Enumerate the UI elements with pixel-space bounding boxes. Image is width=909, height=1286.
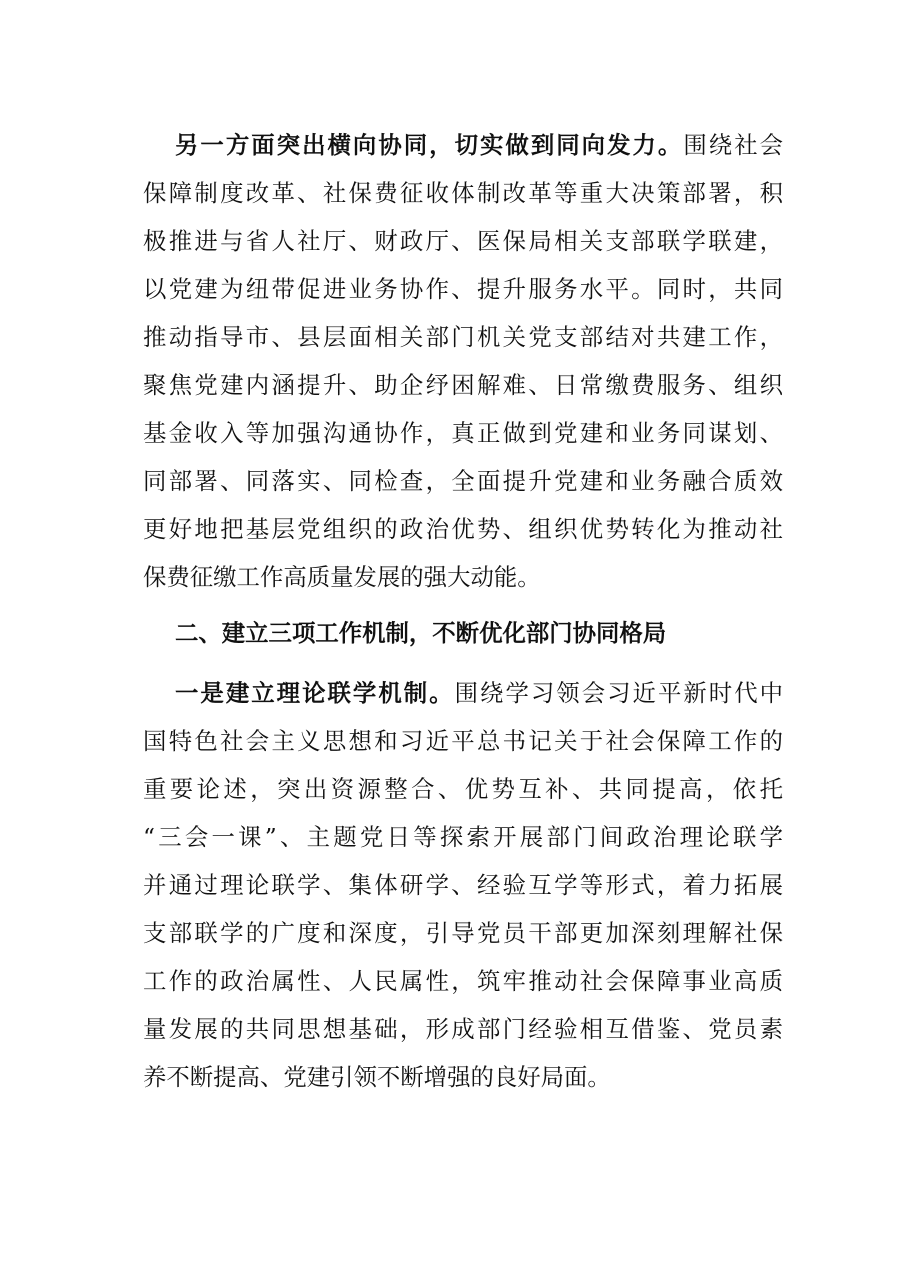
paragraph-1-line-3: 极推进与省人社厅、财政厅、医保局相关支部联学联建， [143, 227, 783, 255]
paragraph-1-line-2: 保障制度改革、社保费征收体制改革等重大决策部署，积 [143, 179, 783, 207]
paragraph-1-line-9: 更好地把基层党组织的政治优势、组织优势转化为推动社 [143, 515, 783, 543]
paragraph-2-line-6: 支部联学的广度和深度，引导党员干部更加深刻理解社保 [143, 919, 783, 947]
paragraph-1-line-8: 同部署、同落实、同检查，全面提升党建和业务融合质效 [143, 467, 783, 495]
paragraph-2-line-9: 养不断提高、党建引领不断增强的良好局面。 [143, 1063, 611, 1091]
paragraph-2-line-5: 并通过理论联学、集体研学、经验互学等形式，着力拓展 [143, 871, 783, 899]
paragraph-1-line-6: 聚焦党建内涵提升、助企纾困解难、日常缴费服务、组织 [143, 371, 783, 399]
paragraph-1-lead: 另一方面突出横向协同，切实做到同向发力。 [175, 131, 684, 159]
paragraph-2-line-2: 国特色社会主义思想和习近平总书记关于社会保障工作的 [143, 727, 783, 755]
paragraph-1-line-1 [175, 129, 783, 161]
paragraph-1-line-7: 基金收入等加强沟通协作，真正做到党建和业务同谋划、 [143, 419, 783, 447]
paragraph-2-line-7: 工作的政治属性、人民属性，筑牢推动社会保障事业高质 [143, 967, 783, 995]
paragraph-1-line-5: 推动指导市、县层面相关部门机关党支部结对共建工作， [143, 323, 783, 351]
section-heading: 二、建立三项工作机制，不断优化部门协同格局 [175, 619, 667, 647]
paragraph-2-text: 围绕学习领会习近平新时代中 [454, 679, 783, 707]
paragraph-2-line-8: 量发展的共同思想基础，形成部门经验相互借鉴、党员素 [143, 1015, 783, 1043]
paragraph-1-text: 围绕社会 [683, 131, 783, 159]
paragraph-2-line-1 [175, 677, 783, 709]
paragraph-2-lead: 一是建立理论联学机制。 [175, 679, 455, 707]
paragraph-2-line-3: 重要论述，突出资源整合、优势互补、共同提高，依托 [143, 775, 783, 803]
paragraph-1-line-10: 保费征缴工作高质量发展的强大动能。 [143, 563, 541, 591]
paragraph-2-line-4: “三会一课”、主题党日等探索开展部门间政治理论联学 [143, 823, 783, 851]
paragraph-1-line-4: 以党建为纽带促进业务协作、提升服务水平。同时，共同 [143, 275, 783, 303]
